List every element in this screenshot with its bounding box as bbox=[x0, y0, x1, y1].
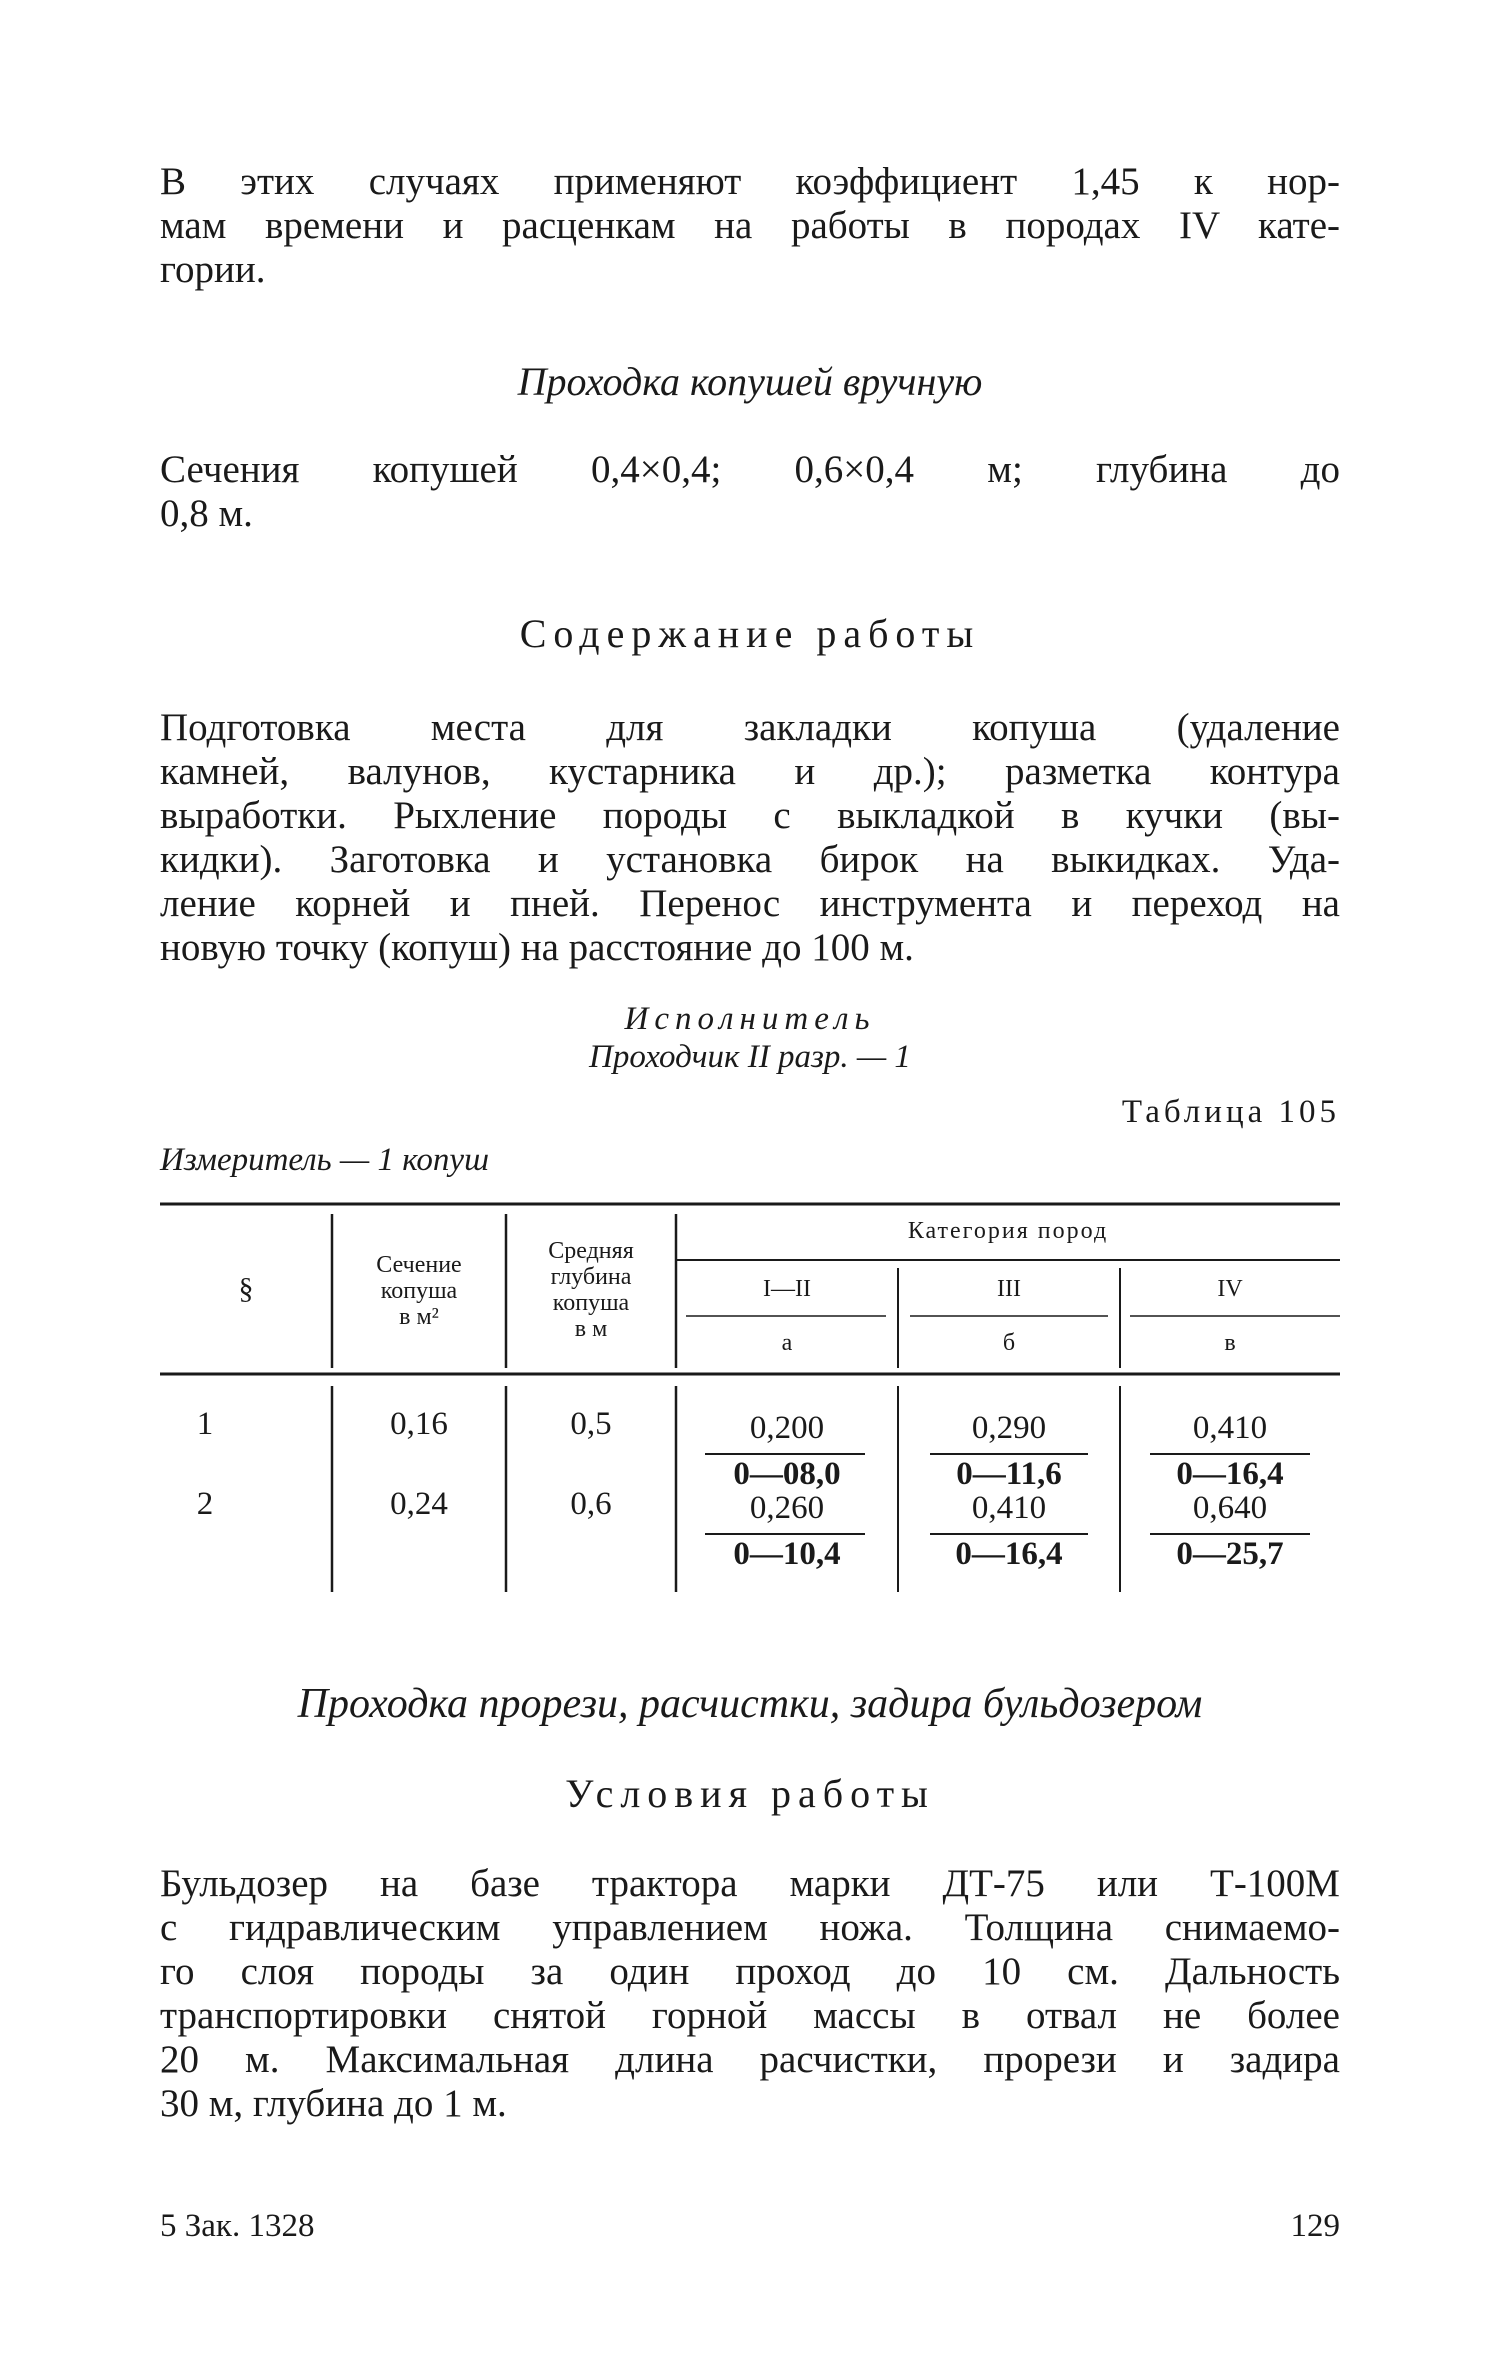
header-line: в м² bbox=[399, 1304, 439, 1330]
text-line: камней, валунов, кустарника и др.); разметка контура bbox=[160, 750, 1340, 793]
cell-norm-top: 0,200 bbox=[749, 1410, 825, 1446]
text-line: Сечения копушей 0,4×0,4; 0,6×0,4 м; глубина до bbox=[160, 448, 1340, 491]
text-line: кидки). Заготовка и установка бирок на выкидках. Уда- bbox=[160, 838, 1340, 881]
text-line: 20 м. Максимальная длина расчистки, прорези и задира bbox=[160, 2038, 1340, 2081]
table-number: Таблица 105 bbox=[1121, 1094, 1340, 1130]
text-line: выработки. Рыхление породы с выкладкой в кучки (вы- bbox=[160, 794, 1340, 837]
conditions-paragraph bbox=[160, 1862, 1340, 2126]
footer-order-number: 5 Зак. 1328 bbox=[160, 2208, 315, 2244]
section-title: Проходка копушей вручную bbox=[517, 359, 983, 404]
text-line: 0,8 м. bbox=[160, 492, 253, 535]
content-paragraph bbox=[160, 706, 1340, 970]
header-cat-1-2: I—II bbox=[763, 1276, 811, 1302]
content-heading: Содержание работы bbox=[519, 611, 981, 656]
header-depth bbox=[506, 1238, 676, 1342]
section-title: Проходка прорези, расчистки, задира бульдозером bbox=[297, 1681, 1203, 1727]
header-category: Категория пород bbox=[907, 1218, 1109, 1244]
executor-value: Проходчик II разр. — 1 bbox=[589, 1039, 911, 1075]
cell-norm-top: 0,410 bbox=[971, 1490, 1047, 1526]
header-letter-a: а bbox=[781, 1330, 793, 1356]
cell-norm-bottom: 0—16,4 bbox=[1176, 1456, 1284, 1492]
text-line: В этих случаях применяют коэффициент 1,45 к нор- bbox=[160, 160, 1340, 203]
text-line: новую точку (копуш) на расстояние до 100 м. bbox=[160, 926, 914, 969]
header-line: глубина bbox=[550, 1264, 632, 1290]
sizes-paragraph bbox=[160, 448, 1340, 536]
norms-table bbox=[160, 1200, 1340, 1600]
header-line: в м bbox=[574, 1316, 608, 1342]
cell-norm-bottom: 0—08,0 bbox=[733, 1456, 841, 1492]
executor-label: Исполнитель bbox=[624, 1001, 876, 1037]
header-cross-section bbox=[332, 1252, 506, 1330]
header-line: Средняя bbox=[548, 1238, 634, 1264]
header-letter-b: б bbox=[1002, 1330, 1016, 1356]
text-line: Бульдозер на базе трактора марки ДТ-75 или Т-100М bbox=[160, 1862, 1340, 1905]
header-line: Сечение bbox=[376, 1252, 462, 1278]
cell-depth: 0,6 bbox=[570, 1486, 612, 1522]
text-line: го слоя породы за один проход до 10 см. Дальность bbox=[160, 1950, 1340, 1993]
row-number: 2 bbox=[196, 1486, 214, 1522]
cell-norm-bottom: 0—25,7 bbox=[1176, 1536, 1284, 1572]
cell-norm-bottom: 0—11,6 bbox=[956, 1456, 1062, 1492]
cell-norm-top: 0,290 bbox=[971, 1410, 1047, 1446]
cell-norm-top: 0,410 bbox=[1192, 1410, 1268, 1446]
text-line: Подготовка места для закладки копуша (удаление bbox=[160, 706, 1340, 749]
row-number: 1 bbox=[196, 1406, 214, 1442]
text-line: гории. bbox=[160, 248, 266, 291]
text-line: транспортировки снятой горной массы в отвал не более bbox=[160, 1994, 1340, 2037]
cell-depth: 0,5 bbox=[570, 1406, 612, 1442]
measure-unit: Измеритель — 1 копуш bbox=[160, 1142, 489, 1178]
header-cat-4: IV bbox=[1217, 1276, 1243, 1302]
text-line: мам времени и расценкам на работы в породах IV кате- bbox=[160, 204, 1340, 247]
text-line: 30 м, глубина до 1 м. bbox=[160, 2082, 507, 2125]
page-number: 129 bbox=[1290, 2208, 1340, 2244]
text-line: с гидравлическим управлением ножа. Толщина снимаемо- bbox=[160, 1906, 1340, 1949]
executor-block bbox=[160, 1000, 1340, 1076]
cell-norm-bottom: 0—16,4 bbox=[955, 1536, 1063, 1572]
intro-paragraph bbox=[160, 160, 1340, 292]
text-line: ление корней и пней. Перенос инструмента и переход на bbox=[160, 882, 1340, 925]
cell-norm-top: 0,640 bbox=[1192, 1490, 1268, 1526]
header-section-sign: § bbox=[238, 1272, 254, 1305]
header-letter-v: в bbox=[1224, 1330, 1236, 1356]
header-line: копуша bbox=[552, 1290, 630, 1316]
header-line: копуша bbox=[380, 1278, 458, 1304]
cell-cross-section: 0,24 bbox=[390, 1486, 448, 1522]
cell-norm-top: 0,260 bbox=[749, 1490, 825, 1526]
header-cat-3: III bbox=[997, 1276, 1021, 1302]
cell-cross-section: 0,16 bbox=[390, 1406, 448, 1442]
conditions-heading: Условия работы bbox=[565, 1771, 935, 1816]
cell-norm-bottom: 0—10,4 bbox=[733, 1536, 841, 1572]
